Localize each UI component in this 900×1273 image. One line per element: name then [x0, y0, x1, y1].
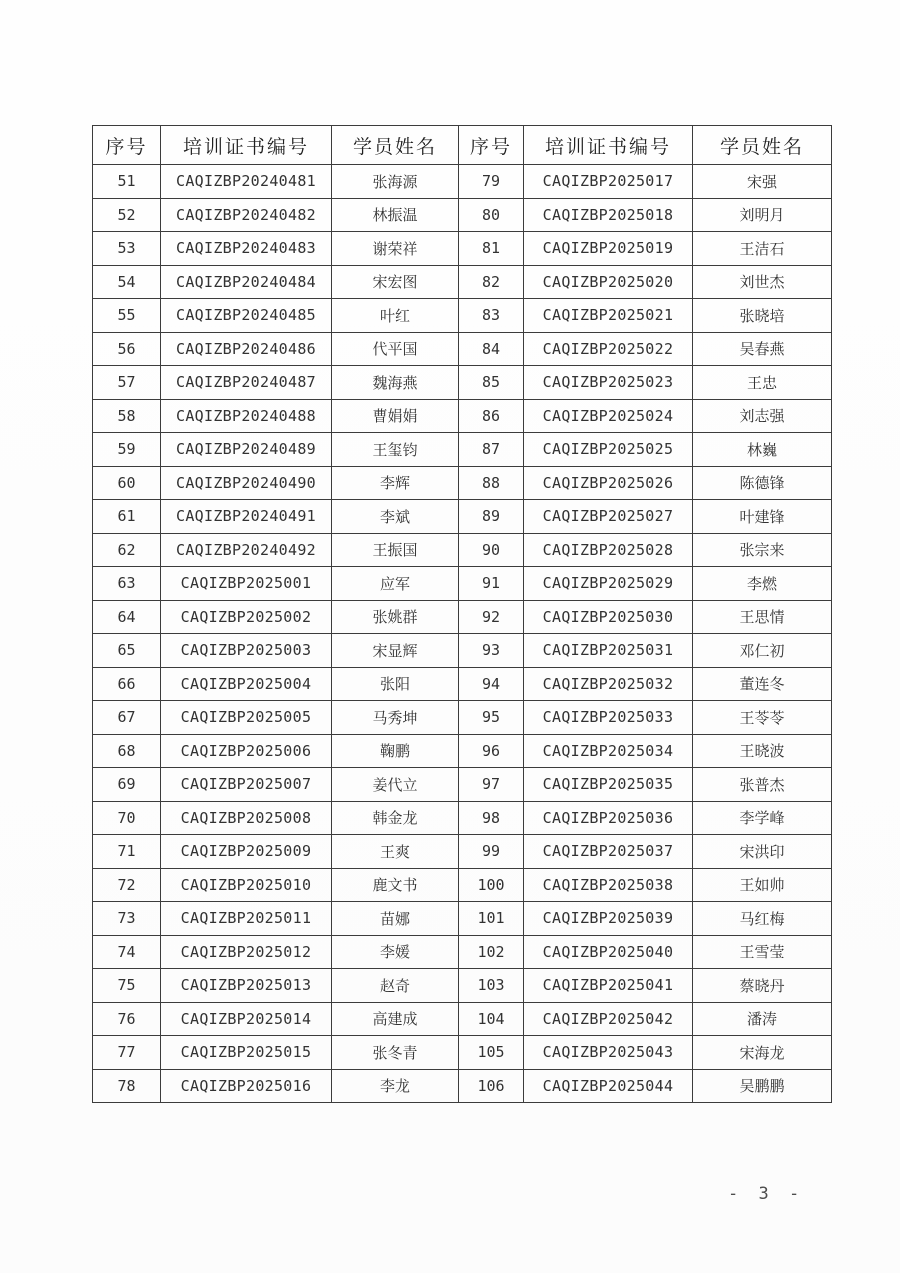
serial-cell: 106	[459, 1069, 524, 1103]
serial-cell: 87	[459, 433, 524, 467]
student-name-cell: 叶建锋	[693, 500, 832, 534]
student-name-cell: 蔡晓丹	[693, 969, 832, 1003]
student-name-cell: 王苓苓	[693, 701, 832, 735]
table-row	[93, 634, 832, 668]
student-name-cell: 吴鹏鹏	[693, 1069, 832, 1103]
student-name-cell: 林巍	[693, 433, 832, 467]
table-row	[93, 902, 832, 936]
serial-cell: 53	[93, 232, 161, 266]
student-name-cell: 潘涛	[693, 1002, 832, 1036]
certificate-number-cell: CAQIZBP2025005	[161, 701, 332, 735]
table-row	[93, 399, 832, 433]
student-name-header: 学员姓名	[693, 126, 832, 165]
table-row	[93, 969, 832, 1003]
serial-cell: 83	[459, 299, 524, 333]
serial-cell: 98	[459, 801, 524, 835]
student-name-cell: 李学峰	[693, 801, 832, 835]
table-row	[93, 299, 832, 333]
certificate-number-cell: CAQIZBP2025027	[524, 500, 693, 534]
student-name-cell: 鹿文书	[332, 868, 459, 902]
certificate-number-cell: CAQIZBP2025014	[161, 1002, 332, 1036]
serial-cell: 59	[93, 433, 161, 467]
certificate-number-cell: CAQIZBP2025023	[524, 366, 693, 400]
table-row	[93, 433, 832, 467]
serial-cell: 81	[459, 232, 524, 266]
certificate-number-cell: CAQIZBP2025030	[524, 600, 693, 634]
student-name-cell: 宋强	[693, 165, 832, 199]
certificate-number-cell: CAQIZBP2025035	[524, 768, 693, 802]
serial-cell: 71	[93, 835, 161, 869]
serial-cell: 51	[93, 165, 161, 199]
certificate-number-cell: CAQIZBP2025024	[524, 399, 693, 433]
student-name-cell: 马红梅	[693, 902, 832, 936]
certificate-number-cell: CAQIZBP2025034	[524, 734, 693, 768]
page-number: - 3 -	[728, 1184, 805, 1204]
student-name-cell: 应军	[332, 567, 459, 601]
table-row	[93, 232, 832, 266]
student-name-cell: 刘志强	[693, 399, 832, 433]
serial-cell: 64	[93, 600, 161, 634]
certificate-number-cell: CAQIZBP2025016	[161, 1069, 332, 1103]
certificate-number-cell: CAQIZBP2025033	[524, 701, 693, 735]
serial-cell: 94	[459, 667, 524, 701]
student-name-cell: 宋洪印	[693, 835, 832, 869]
certificate-number-cell: CAQIZBP2025007	[161, 768, 332, 802]
certificate-number-cell: CAQIZBP2025040	[524, 935, 693, 969]
certificate-number-cell: CAQIZBP2025011	[161, 902, 332, 936]
student-name-cell: 王思情	[693, 600, 832, 634]
serial-cell: 69	[93, 768, 161, 802]
certificate-number-cell: CAQIZBP2025041	[524, 969, 693, 1003]
serial-cell: 100	[459, 868, 524, 902]
serial-cell: 99	[459, 835, 524, 869]
student-name-cell: 李辉	[332, 466, 459, 500]
student-name-cell: 苗娜	[332, 902, 459, 936]
serial-cell: 86	[459, 399, 524, 433]
serial-cell: 103	[459, 969, 524, 1003]
certificate-number-cell: CAQIZBP20240490	[161, 466, 332, 500]
student-name-cell: 张海源	[332, 165, 459, 199]
serial-cell: 55	[93, 299, 161, 333]
certificate-roster-table	[92, 125, 832, 1103]
serial-cell: 88	[459, 466, 524, 500]
table-row	[93, 1069, 832, 1103]
serial-cell: 84	[459, 332, 524, 366]
student-name-cell: 王忠	[693, 366, 832, 400]
certificate-number-cell: CAQIZBP20240483	[161, 232, 332, 266]
certificate-number-cell: CAQIZBP2025019	[524, 232, 693, 266]
student-name-cell: 邓仁初	[693, 634, 832, 668]
table-row	[93, 165, 832, 199]
table-row	[93, 533, 832, 567]
student-name-cell: 王洁石	[693, 232, 832, 266]
certificate-number-header: 培训证书编号	[524, 126, 693, 165]
student-name-cell: 李斌	[332, 500, 459, 534]
serial-cell: 58	[93, 399, 161, 433]
student-name-cell: 张晓培	[693, 299, 832, 333]
table-row	[93, 466, 832, 500]
student-name-cell: 宋宏图	[332, 265, 459, 299]
student-name-cell: 王玺钧	[332, 433, 459, 467]
table-header-row	[93, 126, 832, 165]
student-name-cell: 林振温	[332, 198, 459, 232]
certificate-number-cell: CAQIZBP2025021	[524, 299, 693, 333]
serial-cell: 89	[459, 500, 524, 534]
certificate-number-cell: CAQIZBP2025012	[161, 935, 332, 969]
serial-header: 序号	[459, 126, 524, 165]
student-name-cell: 吴春燕	[693, 332, 832, 366]
student-name-cell: 李燃	[693, 567, 832, 601]
serial-cell: 82	[459, 265, 524, 299]
student-name-cell: 姜代立	[332, 768, 459, 802]
student-name-cell: 陈德锋	[693, 466, 832, 500]
table-row	[93, 868, 832, 902]
serial-cell: 68	[93, 734, 161, 768]
student-name-cell: 曹娟娟	[332, 399, 459, 433]
student-name-cell: 宋显辉	[332, 634, 459, 668]
certificate-number-cell: CAQIZBP2025006	[161, 734, 332, 768]
serial-cell: 57	[93, 366, 161, 400]
certificate-number-cell: CAQIZBP2025018	[524, 198, 693, 232]
student-name-cell: 韩金龙	[332, 801, 459, 835]
serial-cell: 60	[93, 466, 161, 500]
certificate-number-cell: CAQIZBP2025044	[524, 1069, 693, 1103]
certificate-number-cell: CAQIZBP2025008	[161, 801, 332, 835]
certificate-number-cell: CAQIZBP2025013	[161, 969, 332, 1003]
serial-cell: 66	[93, 667, 161, 701]
student-name-cell: 刘世杰	[693, 265, 832, 299]
serial-cell: 91	[459, 567, 524, 601]
table-row	[93, 734, 832, 768]
serial-cell: 93	[459, 634, 524, 668]
certificate-number-cell: CAQIZBP2025025	[524, 433, 693, 467]
serial-cell: 74	[93, 935, 161, 969]
table-row	[93, 801, 832, 835]
certificate-number-cell: CAQIZBP2025036	[524, 801, 693, 835]
certificate-number-cell: CAQIZBP2025001	[161, 567, 332, 601]
certificate-number-cell: CAQIZBP2025029	[524, 567, 693, 601]
serial-cell: 85	[459, 366, 524, 400]
student-name-cell: 刘明月	[693, 198, 832, 232]
table-row	[93, 265, 832, 299]
serial-cell: 97	[459, 768, 524, 802]
student-name-cell: 张姚群	[332, 600, 459, 634]
certificate-number-cell: CAQIZBP2025002	[161, 600, 332, 634]
student-name-cell: 王爽	[332, 835, 459, 869]
table-row	[93, 768, 832, 802]
student-name-cell: 张冬青	[332, 1036, 459, 1070]
student-name-cell: 王如帅	[693, 868, 832, 902]
certificate-number-cell: CAQIZBP2025010	[161, 868, 332, 902]
serial-header: 序号	[93, 126, 161, 165]
certificate-number-cell: CAQIZBP2025003	[161, 634, 332, 668]
serial-cell: 78	[93, 1069, 161, 1103]
serial-cell: 90	[459, 533, 524, 567]
certificate-number-cell: CAQIZBP2025037	[524, 835, 693, 869]
student-name-cell: 李媛	[332, 935, 459, 969]
certificate-number-cell: CAQIZBP20240482	[161, 198, 332, 232]
student-name-cell: 宋海龙	[693, 1036, 832, 1070]
certificate-number-cell: CAQIZBP20240486	[161, 332, 332, 366]
student-name-cell: 高建成	[332, 1002, 459, 1036]
serial-cell: 52	[93, 198, 161, 232]
serial-cell: 102	[459, 935, 524, 969]
serial-cell: 95	[459, 701, 524, 735]
student-name-cell: 叶红	[332, 299, 459, 333]
certificate-number-cell: CAQIZBP2025043	[524, 1036, 693, 1070]
serial-cell: 70	[93, 801, 161, 835]
student-name-cell: 李龙	[332, 1069, 459, 1103]
certificate-number-cell: CAQIZBP2025009	[161, 835, 332, 869]
certificate-number-cell: CAQIZBP20240484	[161, 265, 332, 299]
table-row	[93, 1002, 832, 1036]
table-row	[93, 500, 832, 534]
table-row	[93, 667, 832, 701]
certificate-number-cell: CAQIZBP2025020	[524, 265, 693, 299]
certificate-number-cell: CAQIZBP20240485	[161, 299, 332, 333]
serial-cell: 75	[93, 969, 161, 1003]
student-name-cell: 董连冬	[693, 667, 832, 701]
certificate-number-cell: CAQIZBP20240489	[161, 433, 332, 467]
table-row	[93, 366, 832, 400]
table-row	[93, 1036, 832, 1070]
student-name-cell: 张普杰	[693, 768, 832, 802]
student-name-cell: 王雪莹	[693, 935, 832, 969]
certificate-number-cell: CAQIZBP2025022	[524, 332, 693, 366]
student-name-cell: 张阳	[332, 667, 459, 701]
table-row	[93, 332, 832, 366]
certificate-number-cell: CAQIZBP2025042	[524, 1002, 693, 1036]
serial-cell: 73	[93, 902, 161, 936]
serial-cell: 67	[93, 701, 161, 735]
student-name-cell: 王振国	[332, 533, 459, 567]
serial-cell: 56	[93, 332, 161, 366]
serial-cell: 63	[93, 567, 161, 601]
certificate-number-cell: CAQIZBP2025017	[524, 165, 693, 199]
table-row	[93, 835, 832, 869]
serial-cell: 77	[93, 1036, 161, 1070]
certificate-number-cell: CAQIZBP2025015	[161, 1036, 332, 1070]
serial-cell: 72	[93, 868, 161, 902]
certificate-number-cell: CAQIZBP2025032	[524, 667, 693, 701]
table-row	[93, 198, 832, 232]
student-name-cell: 鞠鹏	[332, 734, 459, 768]
certificate-number-cell: CAQIZBP2025004	[161, 667, 332, 701]
student-name-cell: 魏海燕	[332, 366, 459, 400]
serial-cell: 61	[93, 500, 161, 534]
student-name-cell: 谢荣祥	[332, 232, 459, 266]
serial-cell: 101	[459, 902, 524, 936]
certificate-number-header: 培训证书编号	[161, 126, 332, 165]
certificate-number-cell: CAQIZBP2025039	[524, 902, 693, 936]
certificate-number-cell: CAQIZBP20240481	[161, 165, 332, 199]
serial-cell: 79	[459, 165, 524, 199]
certificate-number-cell: CAQIZBP2025038	[524, 868, 693, 902]
table-row	[93, 701, 832, 735]
serial-cell: 104	[459, 1002, 524, 1036]
certificate-number-cell: CAQIZBP20240492	[161, 533, 332, 567]
certificate-number-cell: CAQIZBP2025028	[524, 533, 693, 567]
serial-cell: 62	[93, 533, 161, 567]
student-name-cell: 张宗来	[693, 533, 832, 567]
certificate-number-cell: CAQIZBP2025031	[524, 634, 693, 668]
table-row	[93, 935, 832, 969]
serial-cell: 65	[93, 634, 161, 668]
table-row	[93, 600, 832, 634]
student-name-cell: 马秀坤	[332, 701, 459, 735]
student-name-cell: 代平国	[332, 332, 459, 366]
serial-cell: 105	[459, 1036, 524, 1070]
certificate-number-cell: CAQIZBP20240491	[161, 500, 332, 534]
serial-cell: 96	[459, 734, 524, 768]
student-name-header: 学员姓名	[332, 126, 459, 165]
certificate-number-cell: CAQIZBP20240487	[161, 366, 332, 400]
serial-cell: 76	[93, 1002, 161, 1036]
serial-cell: 92	[459, 600, 524, 634]
certificate-number-cell: CAQIZBP2025026	[524, 466, 693, 500]
certificate-number-cell: CAQIZBP20240488	[161, 399, 332, 433]
student-name-cell: 赵奇	[332, 969, 459, 1003]
table-row	[93, 567, 832, 601]
student-name-cell: 王晓波	[693, 734, 832, 768]
serial-cell: 80	[459, 198, 524, 232]
serial-cell: 54	[93, 265, 161, 299]
